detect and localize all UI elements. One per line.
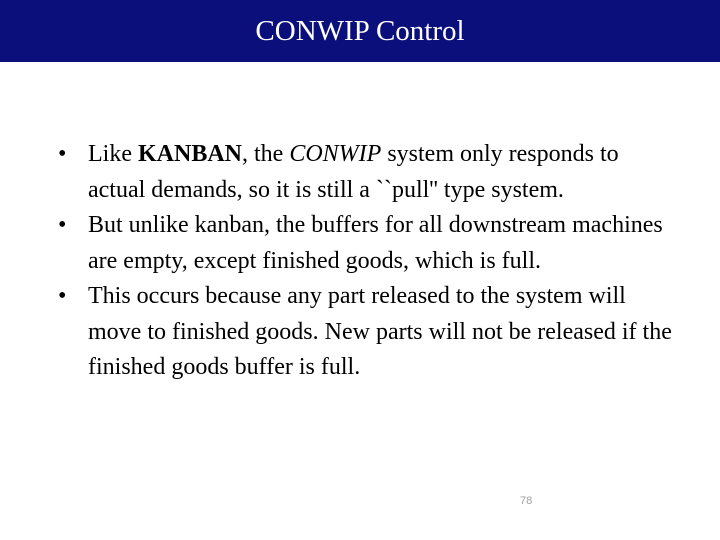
bullet-marker: •	[58, 283, 67, 309]
bold-term-kanban: KANBAN	[137, 141, 242, 167]
bullet-text: But unlike kanban, the buffers for all downstream machines are empty, except finished goods, which is full.	[88, 212, 663, 274]
bullet-marker: •	[58, 212, 67, 238]
bullet-text	[88, 141, 619, 203]
bullet-text-part: Like	[88, 141, 138, 167]
bullet-text: This occurs because any part released to the system will move to finished goods. New parts will not be released if the finished goods buffer is full.	[88, 283, 672, 380]
bullet-text-part: system only responds to actual demands, so it is still a ``pull'' type system.	[88, 141, 619, 203]
bullet-text-part: , the	[242, 141, 290, 167]
slide-title: CONWIP Control	[255, 15, 465, 47]
italic-term-conwip: CONWIP	[289, 141, 382, 167]
bullet-item-1	[58, 137, 678, 208]
bullet-item-3	[58, 279, 678, 386]
page-number: 78	[520, 495, 533, 507]
bullet-marker: •	[58, 141, 67, 167]
bullet-list	[58, 137, 678, 386]
bullet-item-2	[58, 208, 678, 279]
